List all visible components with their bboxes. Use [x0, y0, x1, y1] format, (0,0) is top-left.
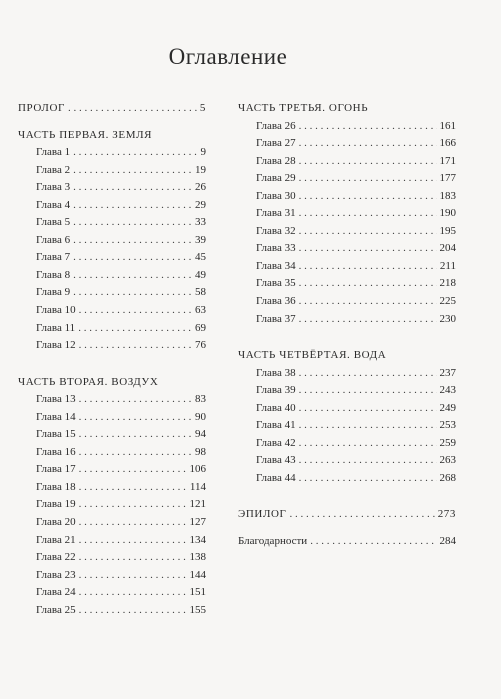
toc-chapter-entry[interactable]: [238, 470, 456, 488]
dot-leader: [299, 275, 437, 293]
toc-chapter-entry[interactable]: [238, 188, 456, 206]
toc-part-heading: [238, 347, 456, 365]
chapter-label: Глава 20: [36, 516, 76, 529]
toc-chapter-entry[interactable]: [18, 214, 206, 232]
dot-leader: [79, 444, 192, 462]
dot-leader: [79, 567, 187, 585]
chapter-label: Глава 33: [256, 242, 296, 255]
toc-chapter-entry[interactable]: [238, 382, 456, 400]
part-label: ЧАСТЬ ПЕРВАЯ. ЗЕМЛЯ: [18, 128, 153, 141]
chapter-page: 58: [195, 286, 206, 299]
chapter-label: Глава 32: [256, 224, 296, 237]
chapter-page: 94: [195, 428, 206, 441]
toc-right-column: [238, 100, 456, 551]
chapter-page: 106: [189, 463, 206, 476]
dot-leader: [299, 417, 437, 435]
chapter-page: 249: [439, 401, 456, 414]
toc-chapter-entry[interactable]: [18, 514, 206, 532]
chapter-page: 114: [189, 480, 206, 493]
toc-chapter-entry[interactable]: [18, 391, 206, 409]
chapter-page: 190: [439, 207, 456, 220]
chapter-label: Глава 40: [256, 401, 296, 414]
chapter-label: Глава 41: [256, 419, 296, 432]
toc-chapter-entry[interactable]: [18, 409, 206, 427]
toc-chapter-entry[interactable]: [18, 532, 206, 550]
toc-chapter-entry[interactable]: [238, 311, 456, 329]
dot-leader: [79, 409, 192, 427]
toc-entry-acknowledgements[interactable]: [238, 533, 456, 551]
toc-left-column: [18, 100, 206, 619]
chapter-label: Глава 6: [36, 233, 71, 246]
chapter-page: 39: [195, 233, 206, 246]
toc-chapter-entry[interactable]: [18, 179, 206, 197]
toc-chapter-entry[interactable]: [238, 435, 456, 453]
chapter-label: Глава 39: [256, 384, 296, 397]
toc-chapter-entry[interactable]: [238, 153, 456, 171]
chapter-page: 76: [195, 339, 206, 352]
chapter-label: Глава 10: [36, 304, 76, 317]
dot-leader: [79, 496, 187, 514]
toc-chapter-entry[interactable]: [18, 584, 206, 602]
chapter-page: 230: [439, 312, 456, 325]
toc-chapter-entry[interactable]: [18, 496, 206, 514]
toc-chapter-entry[interactable]: [18, 197, 206, 215]
dot-leader: [79, 584, 187, 602]
chapter-page: 144: [189, 568, 206, 581]
page-title: Оглавление: [168, 44, 288, 69]
chapter-page: 9: [200, 146, 206, 159]
chapter-page: 69: [195, 321, 206, 334]
dot-leader: [73, 249, 192, 267]
chapter-page: 151: [189, 586, 206, 599]
chapter-page: 83: [195, 393, 206, 406]
chapter-label: Глава 29: [256, 172, 296, 185]
toc-chapter-entry[interactable]: [238, 452, 456, 470]
dot-leader: [310, 533, 436, 551]
part-label: ЧАСТЬ ТРЕТЬЯ. ОГОНЬ: [238, 102, 369, 114]
dot-leader: [68, 100, 197, 118]
dot-leader: [73, 162, 192, 180]
chapter-label: Глава 21: [36, 533, 76, 546]
chapter-page: 29: [195, 198, 206, 211]
chapter-label: Глава 25: [36, 603, 76, 616]
chapter-label: Глава 4: [36, 198, 71, 211]
dot-leader: [73, 232, 192, 250]
dot-leader: [299, 205, 437, 223]
toc-chapter-entry[interactable]: [238, 417, 456, 435]
toc-chapter-entry[interactable]: [18, 337, 206, 355]
chapter-page: 121: [189, 498, 206, 511]
dot-leader: [73, 267, 192, 285]
entry-label: Благодарности: [238, 535, 308, 548]
dot-leader: [299, 170, 437, 188]
chapter-page: 225: [439, 295, 456, 308]
chapter-label: Глава 1: [36, 146, 71, 159]
part3-chapter-list: [238, 118, 456, 329]
chapter-label: Глава 7: [36, 251, 71, 264]
chapter-label: Глава 19: [36, 498, 76, 511]
toc-entry-epilogue[interactable]: [238, 506, 456, 524]
toc-chapter-entry[interactable]: [238, 400, 456, 418]
toc-chapter-entry[interactable]: [18, 549, 206, 567]
entry-label: ЭПИЛОГ: [238, 508, 287, 521]
chapter-page: 237: [439, 366, 456, 379]
chapter-label: Глава 8: [36, 268, 71, 281]
dot-leader: [79, 479, 187, 497]
toc-chapter-entry[interactable]: [18, 249, 206, 267]
chapter-label: Глава 26: [256, 119, 296, 132]
chapter-page: 268: [439, 471, 456, 484]
chapter-label: Глава 35: [256, 277, 296, 290]
toc-part-heading: [18, 127, 206, 145]
chapter-label: Глава 22: [36, 551, 76, 564]
part1-chapter-list: [18, 144, 206, 355]
chapter-page: 263: [439, 454, 456, 467]
chapter-label: Глава 13: [36, 393, 76, 406]
toc-chapter-entry[interactable]: [238, 293, 456, 311]
dot-leader: [79, 549, 187, 567]
chapter-page: 90: [195, 410, 206, 423]
chapter-label: Глава 18: [36, 480, 76, 493]
chapter-label: Глава 12: [36, 339, 76, 352]
dot-leader: [73, 284, 192, 302]
chapter-label: Глава 24: [36, 586, 76, 599]
chapter-page: 195: [439, 224, 456, 237]
chapter-label: Глава 37: [256, 312, 296, 325]
chapter-label: Глава 36: [256, 295, 296, 308]
chapter-label: Глава 43: [256, 454, 296, 467]
toc-chapter-entry[interactable]: [18, 162, 206, 180]
toc-chapter-entry[interactable]: [238, 240, 456, 258]
toc-chapter-entry[interactable]: [18, 567, 206, 585]
chapter-label: Глава 31: [256, 207, 296, 220]
chapter-label: Глава 3: [36, 181, 71, 194]
chapter-label: Глава 28: [256, 154, 296, 167]
dot-leader: [299, 258, 437, 276]
chapter-label: Глава 30: [256, 189, 296, 202]
chapter-label: Глава 16: [36, 445, 76, 458]
chapter-label: Глава 9: [36, 286, 71, 299]
dot-leader: [79, 426, 192, 444]
entry-label: ПРОЛОГ: [18, 102, 65, 114]
dot-leader: [299, 293, 437, 311]
toc-chapter-entry[interactable]: [18, 284, 206, 302]
toc-chapter-entry[interactable]: [18, 267, 206, 285]
entry-page: 5: [199, 102, 206, 114]
chapter-label: Глава 27: [256, 137, 296, 150]
dot-leader: [299, 382, 437, 400]
dot-leader: [299, 135, 437, 153]
dot-leader: [299, 223, 437, 241]
toc-chapter-entry[interactable]: [238, 275, 456, 293]
dot-leader: [290, 506, 435, 524]
dot-leader: [299, 435, 437, 453]
chapter-label: Глава 2: [36, 163, 71, 176]
toc-chapter-entry[interactable]: [18, 302, 206, 320]
toc-chapter-entry[interactable]: [18, 144, 206, 162]
chapter-page: 183: [439, 189, 456, 202]
toc-chapter-entry[interactable]: [18, 444, 206, 462]
dot-leader: [73, 144, 197, 162]
toc-entry-prologue[interactable]: [18, 100, 206, 118]
chapter-page: 218: [439, 277, 456, 290]
chapter-page: 49: [195, 268, 206, 281]
entry-page: 273: [437, 508, 456, 521]
chapter-page: 127: [189, 516, 206, 529]
dot-leader: [299, 311, 437, 329]
chapter-label: Глава 42: [256, 436, 296, 449]
toc-part-heading: [18, 374, 206, 392]
toc-chapter-entry[interactable]: [238, 205, 456, 223]
chapter-label: Глава 44: [256, 471, 296, 484]
dot-leader: [73, 214, 192, 232]
dot-leader: [299, 240, 437, 258]
chapter-page: 98: [195, 445, 206, 458]
chapter-page: 171: [439, 154, 456, 167]
chapter-label: Глава 11: [36, 321, 76, 334]
toc-chapter-entry[interactable]: [238, 135, 456, 153]
chapter-page: 204: [439, 242, 456, 255]
chapter-label: Глава 38: [256, 366, 296, 379]
dot-leader: [79, 337, 192, 355]
part4-chapter-list: [238, 365, 456, 488]
dot-leader: [299, 365, 437, 383]
chapter-page: 138: [189, 551, 206, 564]
toc-chapter-entry[interactable]: [238, 365, 456, 383]
chapter-page: 134: [189, 533, 206, 546]
toc-chapter-entry[interactable]: [238, 170, 456, 188]
chapter-label: Глава 17: [36, 463, 76, 476]
toc-chapter-entry[interactable]: [18, 479, 206, 497]
chapter-page: 177: [439, 172, 456, 185]
chapter-page: 161: [439, 119, 456, 132]
chapter-page: 155: [189, 603, 206, 616]
chapter-page: 19: [195, 163, 206, 176]
chapter-page: 33: [195, 216, 206, 229]
chapter-label: Глава 34: [256, 259, 296, 272]
chapter-page: 253: [439, 419, 456, 432]
toc-chapter-entry[interactable]: [18, 426, 206, 444]
chapter-label: Глава 5: [36, 216, 71, 229]
dot-leader: [299, 400, 437, 418]
dot-leader: [79, 532, 187, 550]
chapter-page: 211: [439, 259, 456, 272]
chapter-page: 259: [439, 436, 456, 449]
dot-leader: [299, 452, 437, 470]
dot-leader: [78, 320, 192, 338]
toc-chapter-entry[interactable]: [18, 602, 206, 620]
chapter-label: Глава 14: [36, 410, 76, 423]
chapter-page: 26: [195, 181, 206, 194]
dot-leader: [79, 391, 192, 409]
dot-leader: [79, 302, 192, 320]
toc-chapter-entry[interactable]: [18, 461, 206, 479]
chapter-page: 166: [439, 137, 456, 150]
part-label: ЧАСТЬ ВТОРАЯ. ВОЗДУХ: [18, 375, 159, 388]
chapter-page: 63: [195, 304, 206, 317]
dot-leader: [79, 602, 187, 620]
part-label: ЧАСТЬ ЧЕТВЁРТАЯ. ВОДА: [238, 349, 387, 362]
toc-chapter-entry[interactable]: [238, 223, 456, 241]
dot-leader: [73, 179, 192, 197]
chapter-page: 243: [439, 384, 456, 397]
toc-part-heading: [238, 100, 456, 118]
dot-leader: [299, 118, 437, 136]
part2-chapter-list: [18, 391, 206, 619]
toc-chapter-entry[interactable]: [18, 320, 206, 338]
entry-page: 284: [439, 535, 456, 548]
toc-chapter-entry[interactable]: [18, 232, 206, 250]
chapter-label: Глава 15: [36, 428, 76, 441]
toc-chapter-entry[interactable]: [238, 118, 456, 136]
dot-leader: [299, 188, 437, 206]
dot-leader: [73, 197, 192, 215]
dot-leader: [79, 461, 187, 479]
dot-leader: [299, 470, 437, 488]
dot-leader: [79, 514, 187, 532]
toc-chapter-entry[interactable]: [238, 258, 456, 276]
chapter-label: Глава 23: [36, 568, 76, 581]
dot-leader: [299, 153, 437, 171]
chapter-page: 45: [195, 251, 206, 264]
